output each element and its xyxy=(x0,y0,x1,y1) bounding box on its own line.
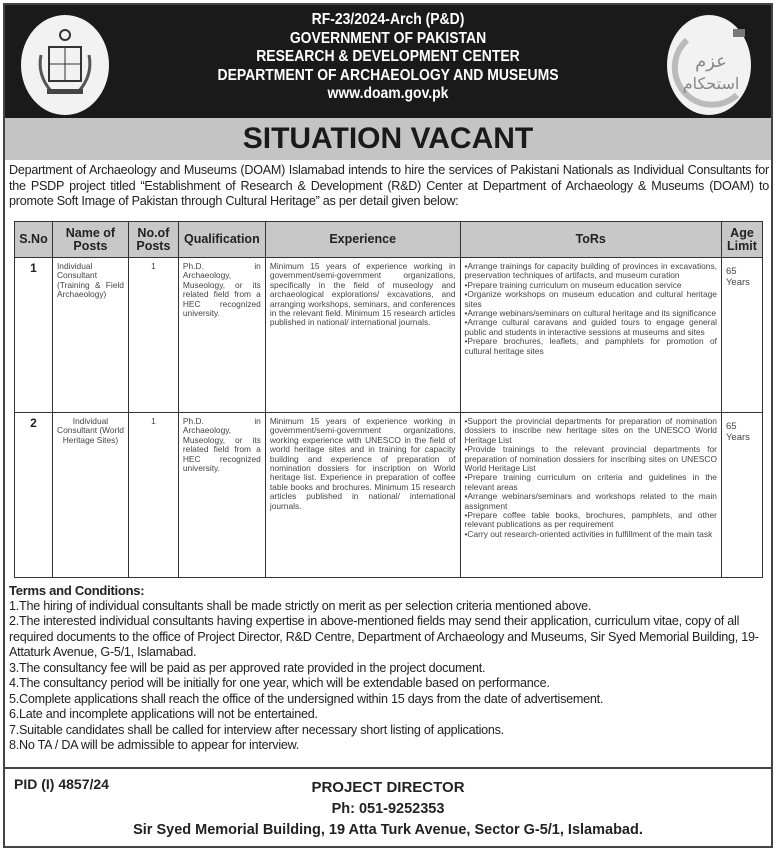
column-header: Qualification xyxy=(178,222,265,258)
tor-item: •Carry out research-oriented activities in fulfillment of the main task xyxy=(464,528,713,539)
header xyxy=(5,5,771,118)
term-item: 3.The consultancy fee will be paid as per approved rate provided in the project document. xyxy=(9,660,486,675)
column-header: S.No xyxy=(15,222,53,258)
website-link[interactable]: www.doam.gov.pk xyxy=(327,85,449,102)
term-item: 6.Late and incomplete applications will not be entertained. xyxy=(9,707,318,721)
term-item: 2.The interested individual consultants having expertise in above-mentioned fields may send their application, curriculum vitae, copy of all required documents to the office of Project Director, R&D Centre, Department of Archaeology and Museums, Sir Syed Memorial Building, 19-Attaturk Avenue, G-5/1, Islamabad. xyxy=(9,614,759,659)
term-item: 7.Suitable candidates shall be called for interview after necessary short listing of applications. xyxy=(9,722,504,737)
svg-text:استحکام: استحکام xyxy=(682,74,740,93)
qualification: Ph.D. in Archaeology, Museology, or its related field from a HEC recognized university. xyxy=(178,413,265,578)
vacancy-table xyxy=(14,221,763,578)
table-row xyxy=(15,258,763,413)
post-name: Individual Consultant (World Heritage Sites) xyxy=(52,413,128,578)
tors xyxy=(460,413,721,578)
intro-paragraph: Department of Archaeology and Museums (DOAM) Islamabad intends to hire the services of Pakistani Nationals as Individual Consultants for the PSDP project titled “Establishment of Research & Development (R&D) Center at Department of Archaeology & Museums (DOAM) to promote Soft Image of Pakistan through Cultural Heritage” as per detail given below: xyxy=(9,163,769,208)
term-item: 8.No TA / DA will be admissible to appear for interview. xyxy=(9,738,300,752)
phone-number: Ph: 051-9252353 xyxy=(331,801,445,817)
tors xyxy=(460,258,721,413)
address: Sir Syed Memorial Building, 19 Atta Turk Avenue, Sector G-5/1, Islamabad. xyxy=(133,822,643,838)
terms-and-conditions xyxy=(9,583,771,754)
column-header: Age Limit xyxy=(721,222,762,258)
term-item: 1.The hiring of individual consultants shall be made strictly on merit as per selection criteria mentioned above. xyxy=(9,598,592,613)
term-item: 4.The consultancy period will be initially for one year, which will be extendable based on performance. xyxy=(9,676,550,690)
experience: Minimum 15 years of experience working in government/semi-government organizations, specifically in the field of museology and archaeological explorations/ excavations, and arranging workshops, seminars, and conferences in the relevant field. Minimum 15 research articles published in national/ international journals. xyxy=(265,258,460,413)
experience: Minimum 15 years of experience working in government/semi-government organizations, working experience with UNESCO in the field of world heritage sites and in training for capacity building and experience of preparation of nomination dossiers for inscription on World heritage list. Experience in preparation of coffee table books and brochures. Minimum 15 research articles published in national/ international journals. xyxy=(265,413,460,578)
serial-number: 1 xyxy=(15,258,53,413)
column-header: No.of Posts xyxy=(128,222,178,258)
tor-item: •Prepare training curriculum on criteria and guidelines in the relevant areas xyxy=(464,472,717,492)
tor-item: •Support the provincial departments for preparation of nomination dossiers to inscribe new heritage sites on the UNESCO World Heritage List xyxy=(464,416,717,445)
post-count: 1 xyxy=(128,258,178,413)
term-item: 5.Complete applications shall reach the office of the undersigned within 15 days from the date of advertisement. xyxy=(9,691,604,706)
column-header: Experience xyxy=(265,222,460,258)
table-row xyxy=(15,413,763,578)
designation: PROJECT DIRECTOR xyxy=(311,779,465,796)
pid-number: PID (I) 4857/24 xyxy=(14,776,109,792)
center-name: RESEARCH & DEVELOPMENT CENTER xyxy=(256,48,520,65)
post-count: 1 xyxy=(128,413,178,578)
column-header: Name of Posts xyxy=(52,222,128,258)
azm-e-istehkam-logo xyxy=(667,15,751,115)
divider xyxy=(5,767,771,769)
department-name: DEPARTMENT OF ARCHAEOLOGY AND MUSEUMS xyxy=(217,66,559,84)
tor-item: •Organize workshops on museum education and cultural heritage sites xyxy=(464,289,717,309)
tor-item: •Prepare brochures, leaflets, and pamphlets for promotion of cultural heritage sites xyxy=(464,336,717,356)
tor-item: •Arrange trainings for capacity building of provinces in excavations, preservation techniques of artifacts, and museum curation xyxy=(464,261,717,281)
age-limit: 65 Years xyxy=(721,258,762,413)
serial-number: 2 xyxy=(15,413,53,578)
tor-item: •Prepare training curriculum on museum education service xyxy=(464,279,682,290)
post-name: Individual Consultant (Training & Field Archaeology) xyxy=(52,258,128,413)
reference-number: RF-23/2024-Arch (P&D) xyxy=(311,11,465,28)
tor-item: •Arrange webinars/seminars on cultural heritage and its significance xyxy=(464,308,717,319)
table-header-row xyxy=(15,222,763,258)
tor-item: •Arrange cultural caravans and guided tours to engage general public and students in interactive sessions at museums and sites xyxy=(464,317,717,337)
column-header: ToRs xyxy=(460,222,721,258)
tor-item: •Arrange webinars/seminars and workshops related to the main assignment xyxy=(464,491,717,511)
svg-text:عزم: عزم xyxy=(695,51,727,72)
tor-item: •Prepare coffee table books, brochures, pamphlets, and other relevant publications as per requirement xyxy=(464,510,717,530)
age-limit: 65 Years xyxy=(721,413,762,578)
page-title: SITUATION VACANT xyxy=(5,118,771,160)
tor-item: •Provide trainings to the relevant provincial departments for preparation of nomination dossiers for inscribing sites on UNESCO World Heritage List xyxy=(464,444,717,474)
terms-heading: Terms and Conditions: xyxy=(9,583,145,598)
qualification: Ph.D. in Archaeology, Museology, or its related field from a HEC recognized university. xyxy=(178,258,265,413)
government-name: GOVERNMENT OF PAKISTAN xyxy=(289,29,487,47)
